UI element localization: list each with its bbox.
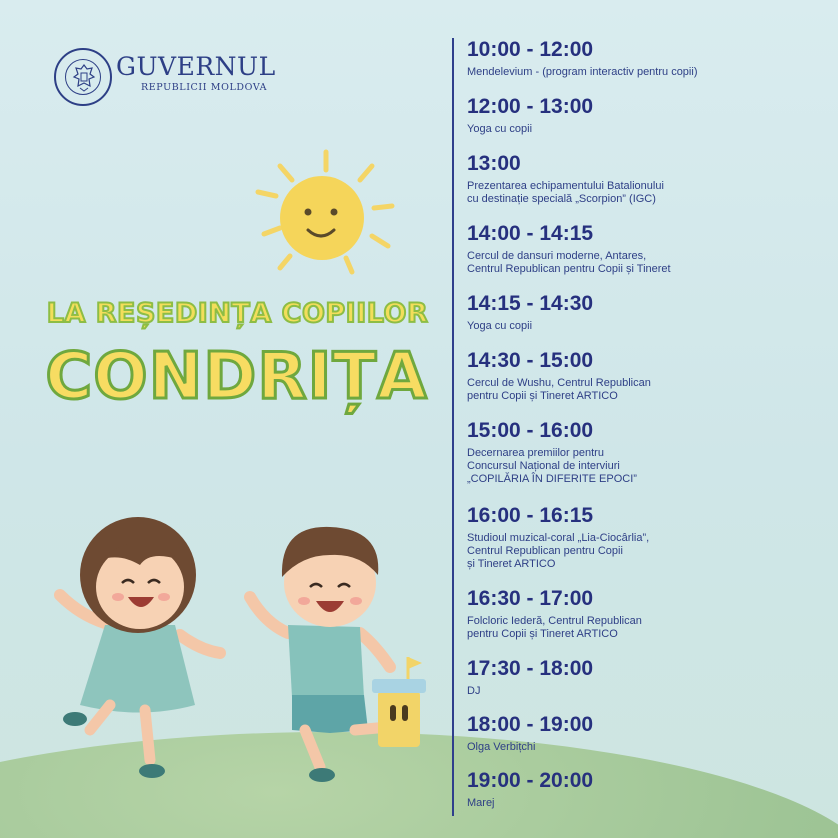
schedule-time: 16:00 - 16:15 bbox=[467, 504, 594, 527]
children-illustration bbox=[30, 505, 450, 795]
schedule-item bbox=[467, 222, 827, 292]
girl-illustration bbox=[60, 517, 220, 778]
schedule-description: Studioul muzical-coral „Lia-Ciocârlia”, Centrul Republican pentru Copii și Tineret ARTICO bbox=[467, 532, 650, 570]
schedule-description: DJ bbox=[467, 685, 481, 697]
schedule-item bbox=[467, 349, 827, 419]
schedule-time: 14:30 - 15:00 bbox=[467, 349, 594, 372]
schedule-time: 12:00 - 13:00 bbox=[467, 95, 594, 118]
schedule-description: Prezentarea echipamentului Batalionului cu destinație specială „Scorpion” (IGC) bbox=[467, 180, 664, 205]
schedule-description: Folcloric Iederă, Centrul Republican pentru Copii și Tineret ARTICO bbox=[467, 615, 642, 640]
schedule-item bbox=[467, 657, 827, 713]
schedule-time: 14:15 - 14:30 bbox=[467, 292, 594, 315]
schedule-item bbox=[467, 95, 827, 152]
headline-line2: CONDRIȚA bbox=[45, 340, 428, 414]
schedule-description: Decernarea premiilor pentru Concursul Național de interviuri „COPILĂRIA ÎN DIFERITE EPOCI” bbox=[467, 447, 637, 485]
coat-of-arms-seal-icon bbox=[54, 48, 112, 106]
castle-icon bbox=[372, 657, 426, 747]
schedule-description: Olga Verbițchi bbox=[467, 741, 536, 753]
schedule-list bbox=[467, 38, 827, 809]
schedule-time: 17:30 - 18:00 bbox=[467, 657, 594, 680]
schedule-item bbox=[467, 152, 827, 222]
schedule-description: Marej bbox=[467, 797, 495, 809]
schedule-item bbox=[467, 504, 827, 587]
schedule-item bbox=[467, 292, 827, 349]
schedule-item bbox=[467, 769, 827, 809]
schedule-time: 19:00 - 20:00 bbox=[467, 769, 594, 792]
schedule-description: Yoga cu copii bbox=[467, 123, 533, 135]
schedule-time: 16:30 - 17:00 bbox=[467, 587, 594, 610]
schedule-time: 14:00 - 14:15 bbox=[467, 222, 594, 245]
schedule-time: 15:00 - 16:00 bbox=[467, 419, 594, 442]
schedule-description: Cercul de Wushu, Centrul Republican pentru Copii și Tineret ARTICO bbox=[467, 377, 651, 402]
schedule-item bbox=[467, 713, 827, 769]
logo-title: GUVERNUL bbox=[116, 52, 276, 81]
schedule-divider bbox=[452, 38, 454, 816]
schedule-item bbox=[467, 587, 827, 657]
headline-line1: LA REȘEDINȚA COPIILOR bbox=[46, 298, 429, 329]
schedule-time: 18:00 - 19:00 bbox=[467, 713, 594, 736]
schedule-description: Mendelevium - (program interactiv pentru copii) bbox=[467, 66, 698, 78]
schedule-description: Cercul de dansuri moderne, Antares, Centrul Republican pentru Copii și Tineret bbox=[467, 250, 671, 275]
government-logo bbox=[54, 48, 299, 110]
schedule-item bbox=[467, 38, 827, 95]
schedule-description: Yoga cu copii bbox=[467, 320, 533, 332]
schedule-time: 10:00 - 12:00 bbox=[467, 38, 594, 61]
sun-icon bbox=[240, 140, 410, 280]
schedule-time: 13:00 bbox=[467, 152, 521, 175]
schedule-item bbox=[467, 419, 827, 504]
logo-subtitle: REPUBLICII MOLDOVA bbox=[141, 82, 268, 93]
